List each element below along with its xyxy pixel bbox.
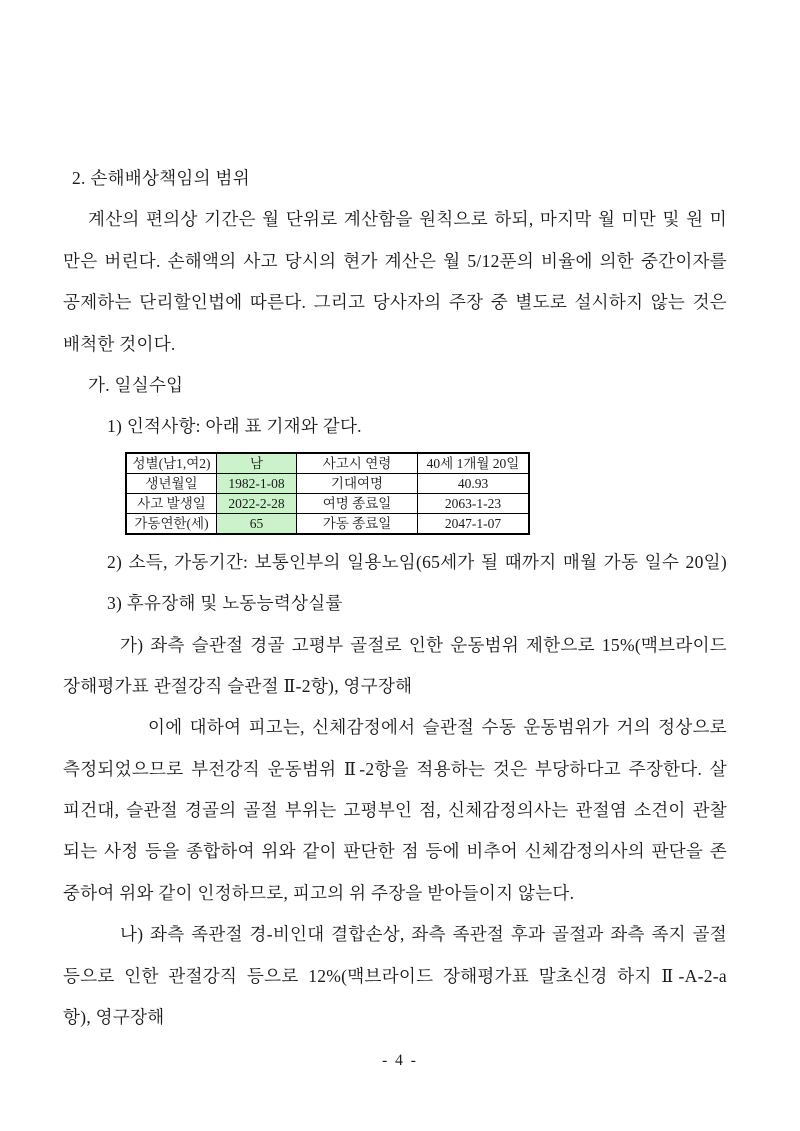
item-3-disability: 3) 후유장해 및 노동능력상실률 <box>107 593 343 614</box>
field-label: 사고 발생일 <box>126 493 217 513</box>
field-label: 가동연한(세) <box>126 513 217 534</box>
rebuttal-line-1: 이에 대하여 피고는, 신체감정에서 슬관절 수동 운동범위가 거의 정상으로 <box>148 717 727 738</box>
sub-item-na-line-1: 나) 좌측 족관절 경-비인대 결합손상, 좌측 족관절 후과 골절과 좌측 족지 골절 <box>120 924 727 945</box>
paragraph-calc-line-3: 공제하는 단리할인법에 따른다. 그리고 당사자의 주장 중 별도로 설시하지 않는 것은 <box>63 292 727 313</box>
field-value: 40세 1개월 20일 <box>418 453 530 474</box>
sub-item-ga-line-1: 가) 좌측 슬관절 경골 고평부 골절로 인한 운동범위 제한으로 15%(맥브라이드 <box>120 634 727 655</box>
sub-item-ga-line-2: 장해평가표 관절강직 슬관절 Ⅱ-2항), 영구장해 <box>63 675 413 696</box>
item-2-income: 2) 소득, 가동기간: 보통인부의 일용노임(65세가 될 때까지 매월 가동 일수 20일) <box>107 551 727 572</box>
rebuttal-line-2: 측정되었으므로 부전강직 운동범위 Ⅱ-2항을 적용하는 것은 부당하다고 주장한다. 살 <box>63 758 727 779</box>
paragraph-calc-line-4: 배척한 것이다. <box>63 333 176 354</box>
page-number: - 4 - <box>382 1052 418 1069</box>
field-label: 기대여명 <box>297 473 418 493</box>
field-value: 40.93 <box>418 473 530 493</box>
field-value-highlighted: 65 <box>217 513 297 534</box>
rebuttal-line-3: 피건대, 슬관절 경골의 골절 부위는 고평부인 점, 신체감정의사는 관절염 소견이 관찰 <box>63 800 727 821</box>
field-label: 가동 종료일 <box>297 513 418 534</box>
rebuttal-line-5: 중하여 위와 같이 인정하므로, 피고의 위 주장을 받아들이지 않는다. <box>63 882 575 903</box>
subsection-ga-heading: 가. 일실수입 <box>88 374 184 395</box>
table-row <box>126 473 529 493</box>
table-row <box>126 493 529 513</box>
table-row <box>126 513 529 534</box>
field-label: 여명 종료일 <box>297 493 418 513</box>
item-1-personal-info: 1) 인적사항: 아래 표 기재와 같다. <box>107 416 362 437</box>
field-value-highlighted: 1982-1-08 <box>217 473 297 493</box>
personal-info-table <box>125 452 530 535</box>
document-body <box>63 158 727 1038</box>
field-label: 사고시 연령 <box>297 453 418 474</box>
sub-item-na-line-2: 등으로 인한 관절강직 등으로 12%(맥브라이드 장해평가표 말초신경 하지 Ⅱ-A-2-a <box>63 965 727 986</box>
paragraph-calc-line-2: 만은 버린다. 손해액의 사고 당시의 현가 계산은 월 5/12푼의 비율에 의한 중간이자를 <box>63 250 727 271</box>
field-value: 2063-1-23 <box>418 493 530 513</box>
personal-info-table-wrap <box>125 452 727 535</box>
table-row <box>126 453 529 474</box>
paragraph-calc-line-1: 계산의 편의상 기간은 월 단위로 계산함을 원칙으로 하되, 마지막 월 미만 및 원 미 <box>88 209 727 230</box>
field-value: 2047-1-07 <box>418 513 530 534</box>
field-value-highlighted: 남 <box>217 453 297 474</box>
section-heading: 2. 손해배상책임의 범위 <box>72 168 250 188</box>
field-value-highlighted: 2022-2-28 <box>217 493 297 513</box>
rebuttal-line-4: 되는 사정 등을 종합하여 위와 같이 판단한 점 등에 비추어 신체감정의사의 판단을 존 <box>63 841 727 862</box>
sub-item-na-line-3: 항), 영구장해 <box>63 1007 165 1028</box>
field-label: 성별(남1,여2) <box>126 453 217 474</box>
field-label: 생년월일 <box>126 473 217 493</box>
